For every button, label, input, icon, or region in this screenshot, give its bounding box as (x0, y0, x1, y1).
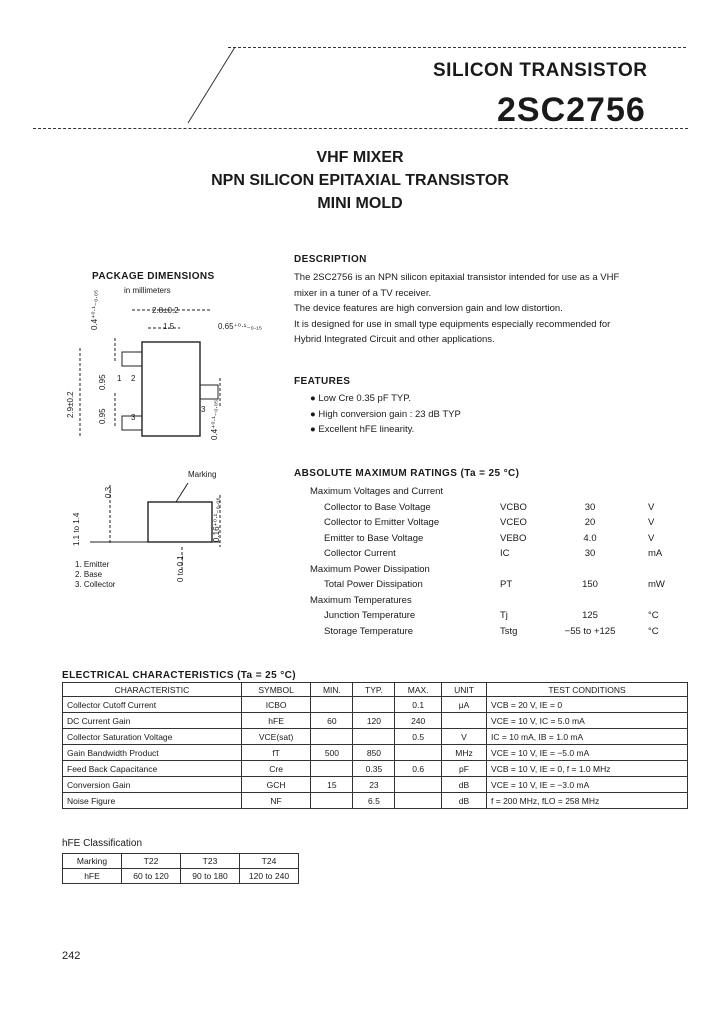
pin-label-1: 1 (117, 374, 122, 383)
hfe-range-t24: 120 to 240 (240, 869, 299, 884)
abs-max-symbol: Tstg (500, 625, 518, 637)
header-top-rule (228, 47, 686, 48)
electrical-header: CHARACTERISTIC (63, 683, 242, 697)
pin-legend-3: 3. Collector (75, 580, 116, 589)
hfe-marking-t23: T23 (181, 854, 240, 869)
abs-max-unit: V (648, 501, 655, 513)
table-row (63, 697, 688, 713)
dim-height: 1.1 to 1.4 (72, 512, 81, 546)
abs-max-symbol: IC (500, 548, 510, 559)
subtitle-3: MINI MOLD (317, 195, 403, 212)
table-row (63, 745, 688, 761)
electrical-header: TYP. (353, 683, 395, 697)
dim-pitch-2: 0.95 (98, 408, 107, 424)
electrical-cell (395, 793, 442, 809)
hfe-range-t22: 60 to 120 (122, 869, 181, 884)
electrical-cell: VCE = 10 V, IC = 5.0 mA (487, 713, 688, 729)
pin-label-3: 3 (131, 413, 136, 422)
abs-max-title: ABSOLUTE MAXIMUM RATINGS (Ta = 25 °C) (294, 468, 520, 479)
page-number: 242 (62, 950, 81, 962)
dim-length: 2.9±0.2 (66, 391, 75, 418)
abs-max-param: Maximum Voltages and Current (310, 486, 444, 497)
electrical-cell: Cre (241, 761, 310, 777)
abs-max-value: −55 to +125 (564, 625, 616, 637)
abs-max-value: 4.0 (583, 532, 597, 544)
electrical-cell (311, 697, 353, 713)
electrical-cell: Gain Bandwidth Product (63, 745, 242, 761)
electrical-cell: V (441, 729, 486, 745)
dim-lead-width-top: 0.4⁺⁰·¹₋₀.₀₅ (90, 289, 99, 330)
electrical-cell: 15 (311, 777, 353, 793)
electrical-header: MIN. (311, 683, 353, 697)
abs-max-symbol: VCBO (500, 501, 527, 513)
abs-max-unit: V (648, 517, 655, 528)
dim-pitch-1: 0.95 (98, 374, 107, 390)
marking-label: Marking (188, 470, 217, 479)
electrical-cell: 23 (353, 777, 395, 793)
electrical-cell: IC = 10 mA, IB = 1.0 mA (487, 729, 688, 745)
abs-max-param: Total Power Dissipation (324, 579, 423, 590)
electrical-cell: 500 (311, 745, 353, 761)
abs-max-unit: mA (648, 548, 663, 559)
abs-max-value: 125 (582, 610, 598, 621)
hfe-row-label-hfe: hFE (63, 869, 122, 884)
hfe-range-t23: 90 to 180 (181, 869, 240, 884)
category-title: SILICON TRANSISTOR (433, 60, 648, 81)
dim-lead-thickness: 0.16⁺⁰·¹₋₀.₀₆ (212, 497, 221, 542)
electrical-cell: μA (441, 697, 486, 713)
table-row (63, 761, 688, 777)
abs-max-param: Junction Temperature (324, 610, 416, 621)
electrical-cell: DC Current Gain (63, 713, 242, 729)
electrical-cell: 6.5 (353, 793, 395, 809)
abs-max-symbol: VEBO (500, 532, 527, 544)
electrical-cell: VCB = 10 V, IE = 0, f = 1.0 MHz (487, 761, 688, 777)
electrical-cell: Feed Back Capacitance (63, 761, 242, 777)
electrical-cell (353, 729, 395, 745)
package-unit: in millimeters (124, 286, 171, 295)
electrical-cell: VCE(sat) (241, 729, 310, 745)
abs-max-param: Emitter to Base Voltage (324, 532, 424, 544)
electrical-header: TEST CONDITIONS (487, 683, 688, 697)
abs-max-unit: °C (648, 625, 659, 637)
abs-max-symbol: PT (500, 579, 513, 590)
electrical-cell: dB (441, 777, 486, 793)
abs-max-unit: °C (648, 610, 659, 621)
part-number-title: 2SC2756 (497, 91, 646, 129)
electrical-header: SYMBOL (241, 683, 310, 697)
hfe-marking-t22: T22 (122, 854, 181, 869)
electrical-cell: VCE = 10 V, IE = −5.0 mA (487, 745, 688, 761)
electrical-cell: GCH (241, 777, 310, 793)
electrical-cell: 0.1 (395, 697, 442, 713)
abs-max-param: Collector to Emitter Voltage (324, 517, 440, 528)
header-bottom-rule (33, 128, 688, 129)
electrical-cell: ICBO (241, 697, 310, 713)
dim-width: 2.8±0.2 (152, 306, 179, 315)
abs-max-param: Maximum Power Dissipation (310, 563, 430, 575)
electrical-cell: pF (441, 761, 486, 777)
pin-legend-1: 1. Emitter (75, 560, 110, 569)
electrical-cell: fT (241, 745, 310, 761)
electrical-cell: 0.6 (395, 761, 442, 777)
description-line-5: Hybrid Integrated Circuit and other applications. (294, 334, 495, 345)
electrical-cell (353, 697, 395, 713)
feature-item: ● High conversion gain : 23 dB TYP (310, 408, 461, 420)
table-row (63, 793, 688, 809)
dim-top-thickness: 0.3 (104, 486, 113, 498)
abs-max-param: Collector to Base Voltage (324, 501, 431, 513)
feature-text-3: Excellent hFE linearity. (318, 424, 415, 435)
electrical-cell: MHz (441, 745, 486, 761)
table-row (63, 777, 688, 793)
abs-max-value: 30 (584, 548, 596, 559)
electrical-cell: hFE (241, 713, 310, 729)
features-list (310, 391, 461, 438)
electrical-table-wrap (62, 682, 688, 809)
description-title: DESCRIPTION (294, 254, 367, 265)
header-slash (180, 45, 240, 125)
electrical-cell (395, 777, 442, 793)
dim-body-width: 1.5 (163, 322, 175, 331)
feature-item: ● Excellent hFE linearity. (310, 424, 415, 435)
description-line-3: The device features are high conversion gain and low distortion. (294, 303, 563, 314)
table-row (63, 729, 688, 745)
subtitle-2: NPN SILICON EPITAXIAL TRANSISTOR (211, 172, 509, 189)
feature-text-1: Low Cre 0.35 pF TYP. (318, 393, 411, 404)
description-text (294, 270, 694, 348)
dim-lead-width-bottom: 0.4⁺⁰·¹₋₀.₀₅ (210, 399, 219, 440)
dim-standoff: 0 to 0.1 (176, 555, 185, 582)
electrical-cell: 120 (353, 713, 395, 729)
pin-legend-2: 2. Base (75, 570, 103, 579)
electrical-table (62, 682, 688, 809)
abs-max-value: 30 (584, 501, 596, 513)
dim-lead-offset: 0.65⁺⁰·¹₋₀.₁₅ (218, 322, 263, 331)
pin-label-3-side: 3 (201, 405, 206, 414)
electrical-cell: NF (241, 793, 310, 809)
abs-max-symbol: VCEO (500, 517, 527, 528)
pin-legend (75, 560, 115, 590)
abs-max-param: Collector Current (324, 548, 396, 559)
electrical-cell: dB (441, 793, 486, 809)
subtitle-1: VHF MIXER (316, 149, 404, 166)
electrical-cell: Collector Saturation Voltage (63, 729, 242, 745)
abs-max-unit: V (648, 532, 655, 544)
feature-text-2: High conversion gain : 23 dB TYP (318, 408, 461, 420)
abs-max-value: 150 (582, 579, 598, 590)
description-line-2: mixer in a tuner of a TV receiver. (294, 287, 432, 299)
electrical-cell: Collector Cutoff Current (63, 697, 242, 713)
abs-max-param: Storage Temperature (324, 625, 414, 637)
electrical-cell: 0.5 (395, 729, 442, 745)
electrical-cell: Noise Figure (63, 793, 242, 809)
hfe-row-label-marking: Marking (63, 854, 122, 869)
electrical-title: ELECTRICAL CHARACTERISTICS (Ta = 25 °C) (62, 670, 296, 681)
features-title: FEATURES (294, 376, 351, 387)
electrical-cell: f = 200 MHz, fLO = 258 MHz (487, 793, 688, 809)
electrical-cell: VCE = 10 V, IE = −3.0 mA (487, 777, 688, 793)
hfe-table-wrap (62, 853, 299, 884)
abs-max-param: Maximum Temperatures (310, 594, 412, 606)
table-row (63, 713, 688, 729)
abs-max-unit: mW (648, 579, 665, 590)
electrical-cell: 240 (395, 713, 442, 729)
electrical-cell (311, 761, 353, 777)
description-line-4: It is designed for use in small type equipments especially recommended for (294, 318, 611, 330)
feature-item: ● Low Cre 0.35 pF TYP. (310, 393, 411, 404)
electrical-cell: 850 (353, 745, 395, 761)
electrical-cell (441, 713, 486, 729)
abs-max-value: 20 (584, 517, 596, 528)
electrical-cell: Conversion Gain (63, 777, 242, 793)
hfe-class-table (62, 853, 299, 884)
electrical-cell (311, 793, 353, 809)
electrical-header: UNIT (441, 683, 486, 697)
electrical-cell (311, 729, 353, 745)
package-title: PACKAGE DIMENSIONS (92, 271, 215, 282)
electrical-cell: VCB = 20 V, IE = 0 (487, 697, 688, 713)
abs-max-symbol: Tj (500, 610, 508, 621)
electrical-header: MAX. (395, 683, 442, 697)
hfe-class-title: hFE Classification (62, 838, 143, 849)
hfe-marking-t24: T24 (240, 854, 299, 869)
pin-label-2: 2 (131, 374, 136, 383)
electrical-cell: 0.35 (353, 761, 395, 777)
description-line-1: The 2SC2756 is an NPN silicon epitaxial transistor intended for use as a VHF (294, 272, 620, 283)
electrical-cell: 60 (311, 713, 353, 729)
electrical-cell (395, 745, 442, 761)
